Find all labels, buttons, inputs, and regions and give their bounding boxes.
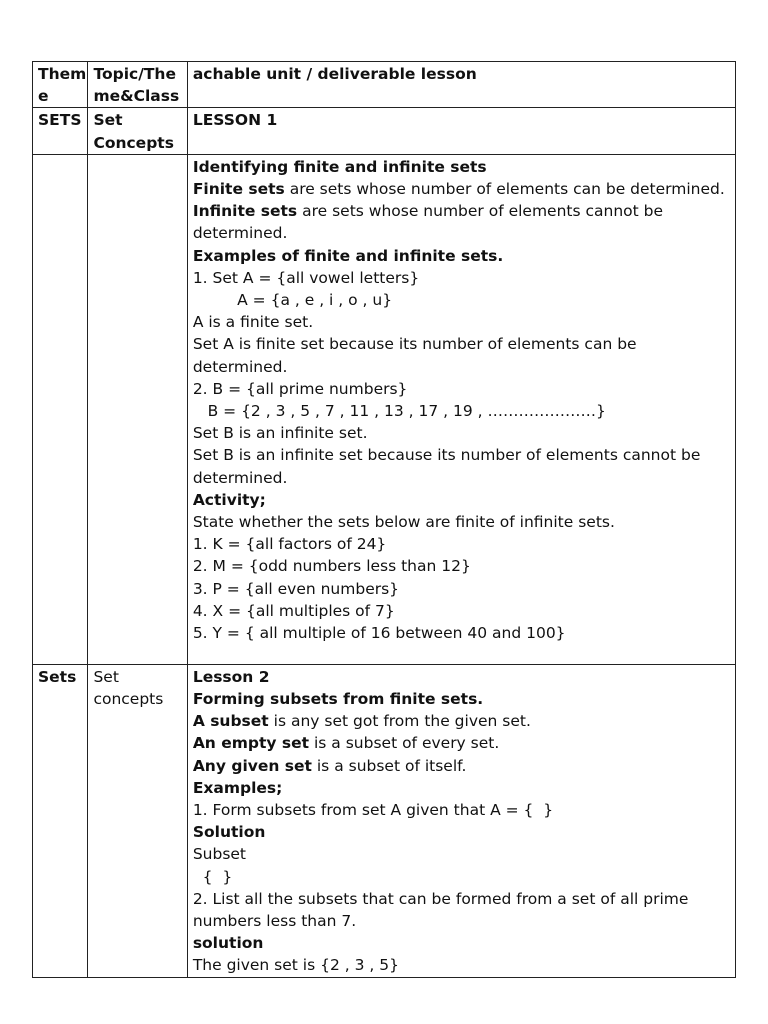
lesson2-title: Lesson 2 (192, 667, 270, 686)
row1-topic: Set Concepts (88, 108, 187, 154)
table-row (33, 154, 736, 664)
example2-line: B = {2 , 3 , 5 , 7 , 11 , 13 , 17 , 19 , …………………} (192, 402, 606, 421)
example1-line: 1. Form subsets from set A given that A = { } (192, 801, 554, 820)
row3-theme: Sets (33, 664, 88, 977)
example1-line: A is a finite set. (192, 313, 314, 332)
lesson-plan-table (32, 61, 736, 978)
header-unit: achable unit / deliverable lesson (187, 62, 735, 108)
example1-line: 1. Set A = {all vowel letters} (192, 268, 420, 287)
header-topic: Topic/The me&Class (88, 62, 187, 108)
examples-heading: Examples of finite and infinite sets. (192, 246, 504, 265)
activity-heading: Activity; (192, 490, 266, 509)
row2-topic (88, 154, 187, 664)
given-set-definition: Any given set is a subset of itself. (192, 756, 467, 775)
activity-item: 3. P = {all even numbers} (192, 579, 400, 598)
lesson1-heading: Identifying finite and infinite sets (192, 157, 487, 176)
subset-definition: A subset is any set got from the given set. (192, 712, 531, 731)
activity-item: 5. Y = { all multiple of 16 between 40 and 100} (192, 624, 566, 643)
header-theme: Them e (33, 62, 88, 108)
example2-line: Set B is an infinite set. (192, 424, 368, 443)
infinite-definition: Infinite sets are sets whose number of elements cannot be determined. (192, 202, 668, 243)
activity-item: 1. K = {all factors of 24} (192, 535, 387, 554)
example2-line: Set B is an infinite set because its number of elements cannot be determined. (192, 446, 706, 487)
table-row (33, 108, 736, 154)
example2-line: 2. B = {all prime numbers} (192, 379, 408, 398)
row2-theme (33, 154, 88, 664)
solution-heading: Solution (192, 823, 266, 842)
solution-line: Subset (192, 845, 247, 864)
example2-line: 2. List all the subsets that can be formed from a set of all prime numbers less than 7. (192, 889, 694, 931)
solution-line: The given set is {2 , 3 , 5} (192, 956, 399, 975)
row1-lesson: LESSON 1 (187, 108, 735, 154)
row3-content (187, 664, 735, 977)
solution-line: { } (192, 867, 233, 886)
solution-heading: solution (192, 934, 264, 953)
activity-intro: State whether the sets below are finite of infinite sets. (192, 513, 615, 532)
row1-theme: SETS (33, 108, 88, 154)
finite-definition: Finite sets are sets whose number of elements can be determined. (192, 180, 725, 199)
table-header-row (33, 62, 736, 108)
lesson2-heading: Forming subsets from finite sets. (192, 690, 484, 709)
row3-topic: Set concepts (88, 664, 187, 977)
activity-item: 2. M = {odd numbers less than 12} (192, 557, 471, 576)
table-row (33, 664, 736, 977)
example1-line: A = {a , e , i , o , u} (192, 291, 393, 310)
row2-content (187, 154, 735, 664)
empty-set-definition: An empty set is a subset of every set. (192, 734, 500, 753)
activity-item: 4. X = {all multiples of 7} (192, 601, 395, 620)
examples-heading: Examples; (192, 778, 283, 797)
example1-line: Set A is finite set because its number of elements can be determined. (192, 335, 642, 376)
